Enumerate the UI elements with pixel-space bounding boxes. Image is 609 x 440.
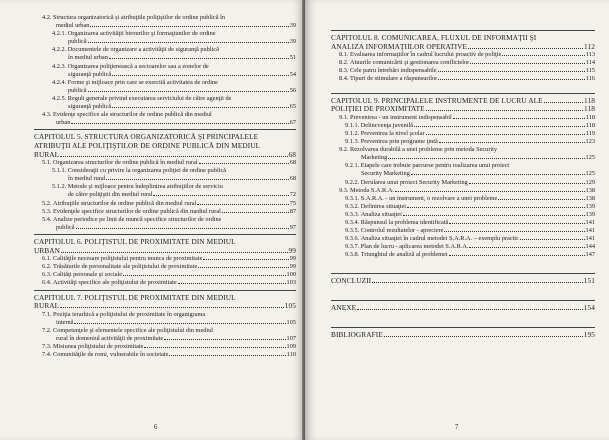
toc-entry: 9.3.3. Analiza situaţiei 139	[345, 210, 595, 218]
toc-entry: 5.1. Organizarea structurilor de ordine publică în mediul rural 68	[42, 159, 296, 167]
toc-entry: 5.2. Atribuţiile structurilor de ordine publică din mediul rural 75	[42, 199, 296, 207]
toc-entry: în mediul rural 68	[68, 175, 296, 183]
toc-entry: 9.2.1. Etapele care trebuie parcurse pentru realizarea unui proiect	[345, 162, 510, 170]
toc-entry: 5.1.2. Metode şi mijloace pentru îndeplinirea atribuţiilor de serviciu	[52, 183, 223, 191]
divider	[34, 129, 296, 130]
page-number: 7	[455, 424, 459, 431]
divider	[331, 327, 595, 328]
chapter-heading: CAPITOLUL 5. STRUCTURA ORGANIZATORICĂ ŞI PRINCIPALELE	[34, 133, 259, 142]
concluzii-heading: CONCLUZII 151	[331, 277, 595, 286]
toc-entry: 4.2.5. Reguli generale privind executarea serviciului de către agenţii de	[52, 94, 232, 102]
toc-entry: 9.1.2. Prevenirea la nivel şcolar 119	[345, 129, 595, 137]
toc-entry: 5.1.1. Consideraţii cu privire la organizarea poliţiei de ordine publică	[52, 167, 227, 175]
toc-entry: 9.2.2. Derularea unui proiect Security Marketing 129	[345, 178, 595, 186]
anexe-heading: ANEXE 154	[331, 304, 595, 313]
toc-entry: 4.2.1. Organizarea activităţii birourilor şi formaţiunilor de ordine	[52, 30, 216, 38]
toc-entry: 7.2. Competenţele şi elementele specifice ale poliţistului din mediul	[42, 326, 214, 334]
chapter-heading: POLIŢIEI DE PROXIMITATE 118	[331, 105, 595, 114]
toc-entry: în mediul urban 51	[68, 54, 296, 62]
chapter-heading: CAPITOLUL 7. POLIŢISTUL DE PROXIMITATE DIN MEDIUL	[34, 293, 236, 302]
divider	[331, 273, 595, 274]
right-toc-column	[331, 28, 595, 339]
toc-entry: 9.1. Prevenirea - un instrument indispensabil 118	[339, 113, 595, 121]
toc-entry: 9.3.5. Controlul rezultatelor - apreciere 141	[345, 227, 595, 235]
toc-entry: 7.4. Comunităţile de romi, vulnerabile în societate 110	[42, 351, 296, 359]
toc-entry: publică 97	[56, 223, 296, 231]
toc-entry: 9.1.3. Prevenirea prin programe ţintă 123	[345, 138, 595, 146]
chapter-heading: RURAL 105	[34, 302, 296, 311]
toc-entry: 6.2. Trăsăturile de personalitate ale poliţistului de proximitate 99	[42, 263, 296, 271]
toc-entry: siguranţă publică 65	[68, 103, 296, 111]
divider	[34, 290, 296, 291]
chapter-heading: ANALIZA INFORMAŢIILOR OPERATIVE 112	[331, 42, 595, 51]
bibliografie-heading: BIBLIOGRAFIE 195	[331, 330, 595, 339]
toc-entry: internă 105	[56, 318, 296, 326]
toc-entry: siguranţă publică 54	[68, 70, 296, 78]
toc-entry: 8.3. Cele patru întrebări indispensabile 115	[339, 67, 595, 75]
toc-entry: de către poliţiştii din mediul rural 72	[68, 191, 296, 199]
toc-entry: 8.2. Atuurile comunicării şi gestionarea conflictelor 114	[339, 59, 595, 67]
toc-entry: 9.3.4. Răspunsul la problema identificată 141	[345, 218, 595, 226]
left-toc-column	[34, 14, 296, 359]
chapter-heading: RURAL 68	[34, 150, 296, 159]
chapter-heading: ATRIBUŢII ALE POLIŢIŞTILOR DE ORDINE PUBLICĂ DIN MEDIUL	[34, 141, 261, 150]
toc-entry: 9.3.1. S.A.R.A. - un instrument, o rezolvare a unei probleme 138	[345, 194, 595, 202]
toc-entry: 9.3.7. Plan de lucru - aplicarea metodei S.A.R.A. 144	[345, 243, 595, 251]
chapter-heading: CAPITOLUL 9. PRINCIPALELE INSTRUMENTE DE LUCRU ALE 118	[331, 96, 595, 105]
toc-entry: 9.3.2. Definirea situaţiei 139	[345, 202, 595, 210]
right-page	[305, 0, 609, 440]
divider	[331, 300, 595, 301]
toc-entry: 6.1. Calităţile necesare poliţistului pentru munca de proximitate 99	[42, 255, 296, 263]
toc-entry: Security Marketing 125	[361, 170, 595, 178]
toc-entry: 7.1. Poziţia ierarhică a poliţistului de proximitate în organigrama	[42, 310, 206, 318]
divider	[331, 93, 595, 94]
toc-entry: 4.3. Evidenţe specifice ale structurilor de ordine publică din mediul	[42, 111, 212, 119]
toc-entry: 6.3. Calităţi personale şi sociale 100	[42, 271, 296, 279]
toc-entry: Marketing 125	[361, 154, 595, 162]
toc-entry: urban 67	[56, 119, 296, 127]
toc-entry: 7.3. Misiunea poliţistului de proximitate 109	[42, 343, 296, 351]
toc-entry: 5.4. Analize periodice pe linii de muncă specifice structurilor de ordine	[42, 215, 222, 223]
chapter-heading: CAPITOLUL 6. POLIŢISTUL DE PROXIMITATE DIN MEDIUL	[34, 237, 236, 246]
divider	[34, 234, 296, 235]
divider	[331, 30, 595, 31]
chapter-heading: URBAN 99	[34, 246, 296, 255]
toc-entry: publică 56	[68, 86, 296, 94]
toc-entry: rural în domeniul activităţii de proximitate 107	[56, 334, 296, 342]
toc-entry: mediul urban 39	[56, 22, 296, 30]
toc-entry: publică 39	[68, 38, 296, 46]
toc-entry: 4.2. Structura organizatorică şi atribuţiile poliţiştilor de ordine publică în	[42, 14, 225, 21]
toc-entry: 9.3.6. Analiza situaţiei în cadrul metodei S.A.R.A. – exemplu practic 141	[345, 235, 595, 243]
toc-entry: 9.3.8. Triunghiul de analiză al problemei 147	[345, 251, 595, 259]
toc-entry: 4.2.2. Documentele de organizare a activităţii de siguranţă publică	[52, 46, 219, 54]
toc-entry: 6.4. Activităţi specifice ale poliţistului de proximitate 103	[42, 279, 296, 287]
toc-entry: 9.3. Metoda S.A.R.A. 138	[339, 186, 595, 194]
toc-entry: 8.4. Tipuri de stimulare a răspunsurilor 116	[339, 75, 595, 83]
chapter-heading: CAPITOLUL 8. COMUNICAREA, FLUXUL DE INFORMAŢII ŞI	[331, 34, 537, 42]
left-page	[0, 0, 304, 440]
toc-entry: 8.1. Evaluarea informaţiilor în cadrul lucrului proactiv de poliţie 113	[339, 51, 595, 59]
toc-entry: 9.1.1. Delincvenţa juvenilă 118	[345, 121, 595, 129]
toc-entry: 4.2.4. Forme şi mijloace prin care se exercită activitatea de ordine	[52, 78, 218, 86]
toc-entry: 4.2.3. Organizarea poliţienească a sectoarelor sau a zonelor de	[52, 62, 209, 70]
toc-entry: 9.2. Rezolvarea durabilă a unei probleme prin metoda Security	[339, 146, 498, 154]
toc-entry: 5.3. Evidenţele specifice structurilor de ordine publică din mediul rural 87	[42, 207, 296, 215]
page-number: 6	[154, 424, 158, 431]
